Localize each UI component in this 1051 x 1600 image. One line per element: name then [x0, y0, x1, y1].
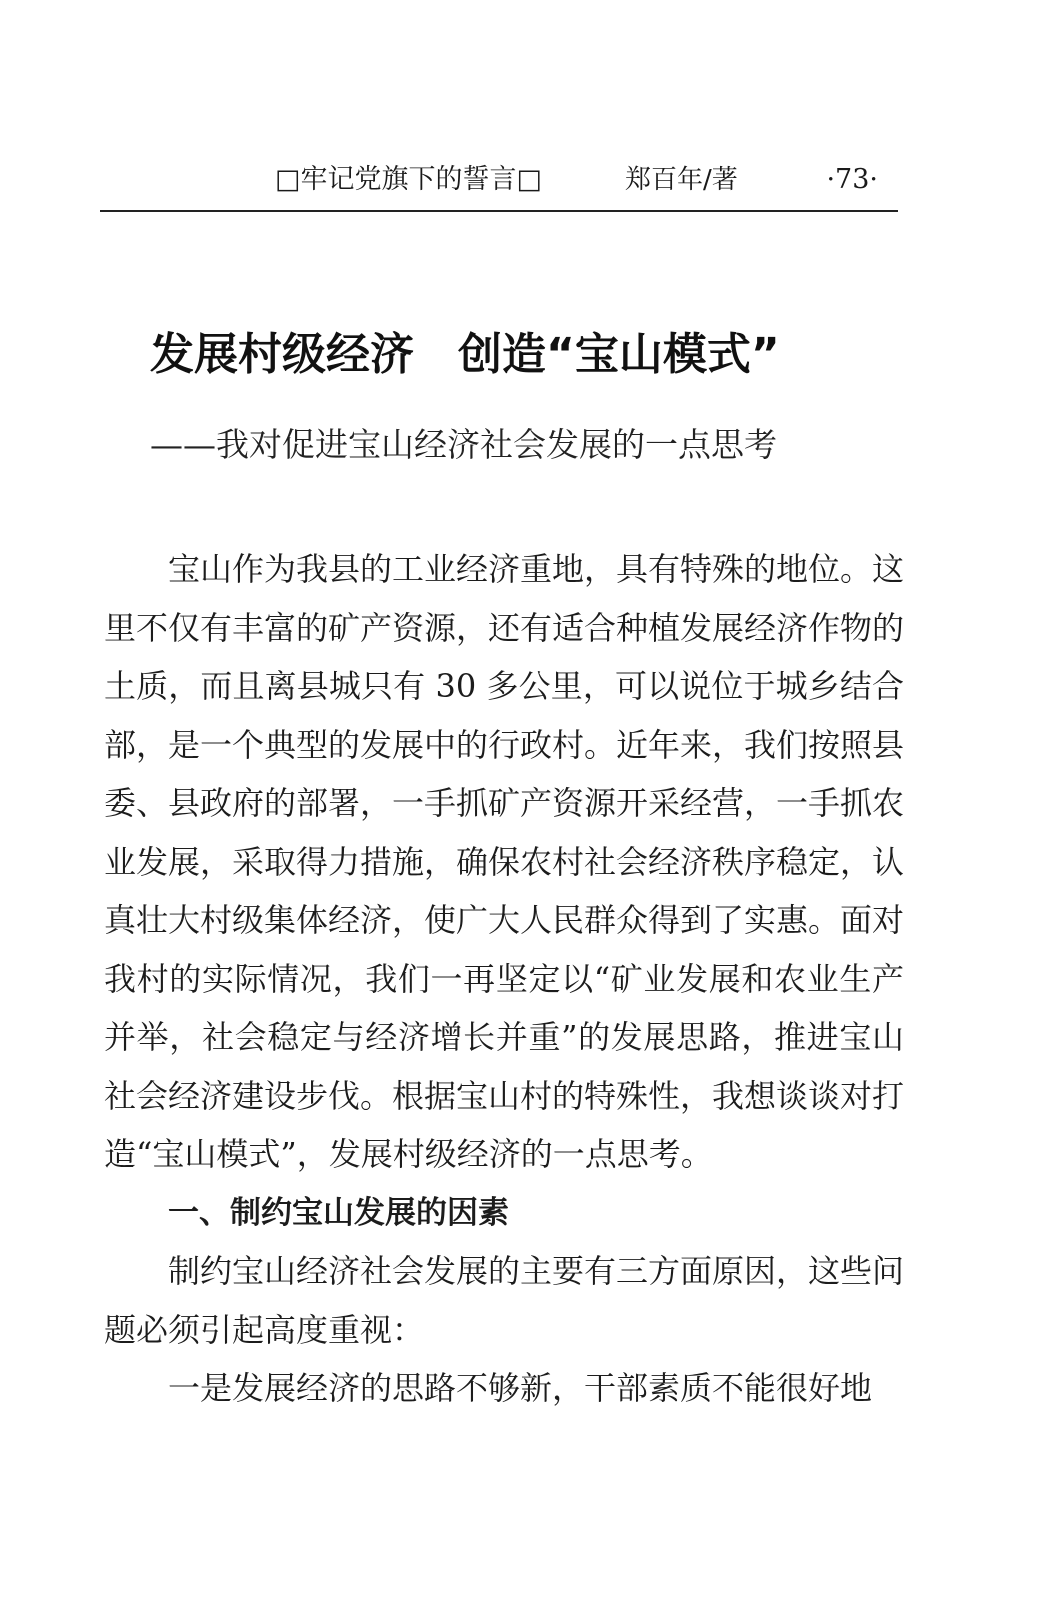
section-heading: 一、制约宝山发展的因素 [168, 1194, 509, 1231]
author-credit: 郑百年/著 [625, 165, 738, 195]
intro-paragraph: 宝山作为我县的工业经济重地，具有特殊的地位。这里不仅有丰富的矿产资源，还有适合种植发展经济作物的土质，而且离县城只有 30 多公里，可以说位于城乡结合部，是一个典型的发展中的行政村。近年来，我们按照县委、县政府的部署，一手抓矿产资源开采经营，一手抓农业发展，采取得力措施，确保农村社会经济秩序稳定，认真壮大村级集体经济，使广大人民群众得到了实惠。面对我村的实际情况，我们一再坚定以“矿业发展和农业生产并举，社会稳定与经济增长并重”的发展思路，推进宝山社会经济建设步伐。根据宝山村的特殊性，我想谈谈对打造“宝山模式”，发展村级经济的一点思考。 [104, 550, 905, 1173]
book-title: □牢记党旗下的誓言□ [275, 164, 543, 195]
running-header [100, 160, 898, 212]
point-paragraph: 一是发展经济的思路不够新，干部素质不能很好地 [168, 1369, 873, 1407]
article-subtitle: ——我对促进宝山经济社会发展的一点思考 [150, 425, 777, 464]
article-body [104, 540, 904, 1418]
article-title: 发展村级经济 创造“宝山模式” [150, 329, 780, 380]
page-number: ·73· [826, 164, 878, 195]
section-paragraph: 制约宝山经济社会发展的主要有三方面原因，这些问题必须引起高度重视： [104, 1252, 905, 1349]
